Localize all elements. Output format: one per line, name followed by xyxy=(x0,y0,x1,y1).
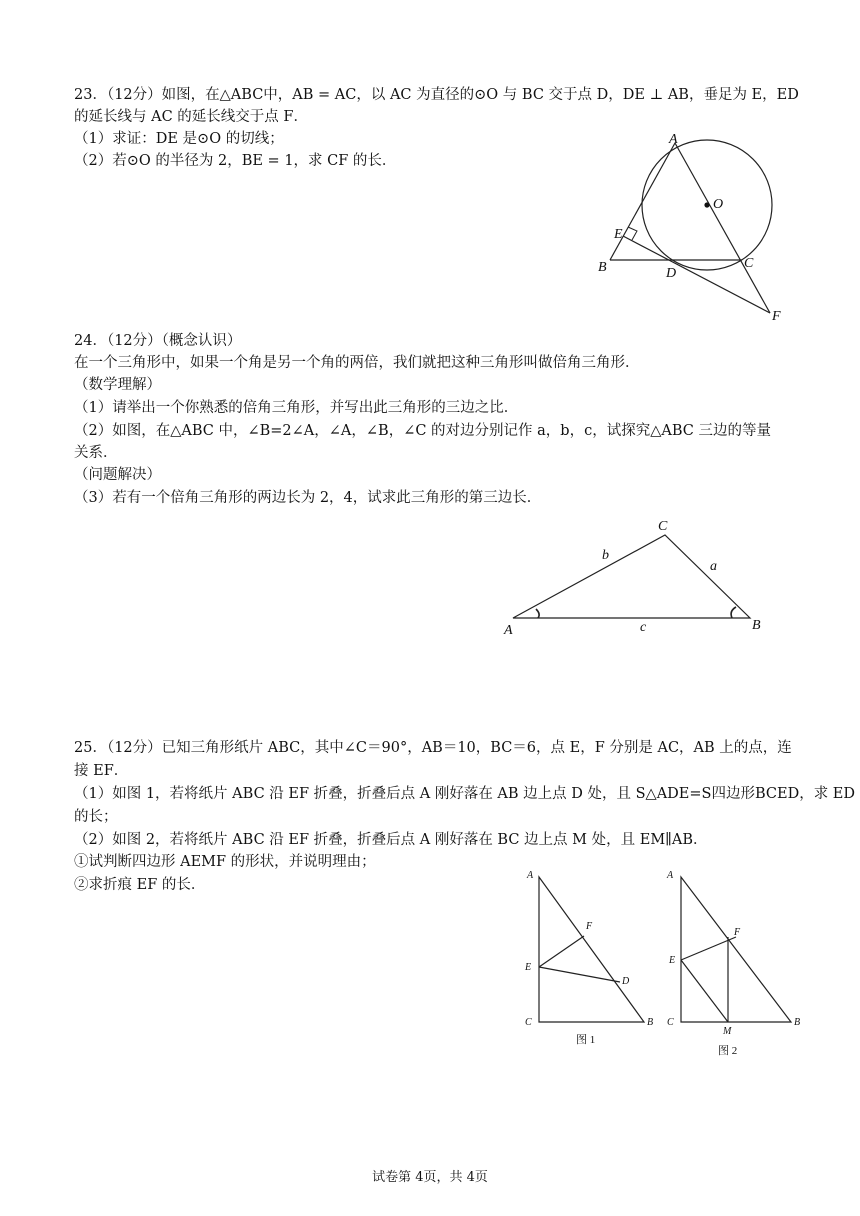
label-d: D xyxy=(666,266,677,281)
q23-line-1: 23．（12分）如图，在△ABC中，AB = AC，以 AC 为直径的⊙O 与 BC 交于点 D，DE ⊥ AB，垂足为 E，ED xyxy=(74,87,799,103)
q24-line-3: （数学理解） xyxy=(74,377,161,393)
q25-line-5: （2）如图 2，若将纸片 ABC 沿 EF 折叠，折叠后点 A 刚好落在 BC 边上点 M 处，且 EM∥AB． xyxy=(74,832,708,848)
q25-line-4: 的长； xyxy=(74,809,118,825)
label-c-vertex: C xyxy=(658,519,668,534)
label-b-side: b xyxy=(602,548,609,563)
segment-em-fig2 xyxy=(681,960,728,1022)
q24-line-8: （3）若有一个倍角三角形的两边长为 2，4，试求此三角形的第三边长． xyxy=(74,490,542,506)
fig1-label-e: E xyxy=(525,962,532,973)
center-point xyxy=(704,202,709,207)
label-c: C xyxy=(744,256,754,271)
label-a-vertex: A xyxy=(504,623,513,638)
segment-ed-fig1 xyxy=(539,967,620,982)
label-e: E xyxy=(614,227,623,242)
segment-ef-fig1 xyxy=(539,936,584,967)
fig2-label-e: E xyxy=(669,955,676,966)
triangle-abc-fig2 xyxy=(681,877,791,1022)
q23-line-2: 的延长线与 AC 的延长线交于点 F． xyxy=(74,109,308,125)
q24-line-1: 24．（12分）（概念认识） xyxy=(74,333,242,349)
fig1-label-d: D xyxy=(622,976,630,987)
q25-figure-1 xyxy=(520,865,660,1050)
label-b: B xyxy=(598,260,607,275)
triangle-abc-fig1 xyxy=(539,877,644,1022)
q25-line-6: ①试判断四边形 AEMF 的形状，并说明理由； xyxy=(74,854,376,870)
label-a-side: a xyxy=(710,559,717,574)
fig2-label-m: M xyxy=(723,1026,732,1037)
label-c-side: c xyxy=(640,620,647,635)
right-angle-mark xyxy=(628,227,637,240)
fig2-label-f: F xyxy=(734,927,741,938)
page-footer: 试卷第 4页，共 4页 xyxy=(372,1170,488,1185)
q25-line-3: （1）如图 1，若将纸片 ABC 沿 EF 折叠，折叠后点 A 刚好落在 AB 边上点 D 处，且 S△ADE=S四边形BCED，求 ED xyxy=(74,786,856,802)
q24-figure xyxy=(500,510,780,640)
q24-line-7: （问题解决） xyxy=(74,467,161,483)
fig1-label-c: C xyxy=(525,1017,532,1028)
q23-line-4: （2）若⊙O 的半径为 2，BE = 1，求 CF 的长． xyxy=(74,153,397,169)
q24-line-2: 在一个三角形中，如果一个角是另一个角的两倍，我们就把这种三角形叫做倍角三角形． xyxy=(74,355,640,371)
q23-line-3: （1）求证：DE 是⊙O 的切线； xyxy=(74,131,284,147)
q24-line-6: 关系． xyxy=(74,445,118,461)
q24-line-4: （1）请举出一个你熟悉的倍角三角形，并写出此三角形的三边之比． xyxy=(74,400,519,416)
label-o: O xyxy=(713,197,724,212)
fig2-label-a: A xyxy=(667,870,674,881)
q25-line-7: ②求折痕 EF 的长． xyxy=(74,877,206,893)
angle-b-arc xyxy=(731,607,736,618)
fig2-caption: 图 2 xyxy=(718,1045,738,1057)
label-b-vertex: B xyxy=(752,618,761,633)
fig2-label-b: B xyxy=(794,1017,801,1028)
triangle-abc xyxy=(513,535,750,618)
q23-figure xyxy=(590,130,790,325)
label-f: F xyxy=(772,309,781,324)
fig1-label-f: F xyxy=(586,921,593,932)
fig1-label-a: A xyxy=(527,870,534,881)
angle-a-arc xyxy=(536,609,539,618)
fig1-caption: 图 1 xyxy=(576,1034,596,1046)
q25-figure-2 xyxy=(663,865,813,1060)
q25-line-2: 接 EF． xyxy=(74,763,129,779)
fig1-label-b: B xyxy=(647,1017,654,1028)
segment-ab xyxy=(610,143,675,260)
q25-line-1: 25．（12分）已知三角形纸片 ABC，其中∠C＝90°，AB＝10，BC＝6，点 E，F 分别是 AC，AB 上的点，连 xyxy=(74,740,792,756)
q24-line-5: （2）如图，在△ABC 中，∠B=2∠A，∠A，∠B，∠C 的对边分别记作 a，b，c，试探究△ABC 三边的等量 xyxy=(74,423,771,439)
label-a: A xyxy=(669,132,678,147)
fig2-label-c: C xyxy=(667,1017,674,1028)
